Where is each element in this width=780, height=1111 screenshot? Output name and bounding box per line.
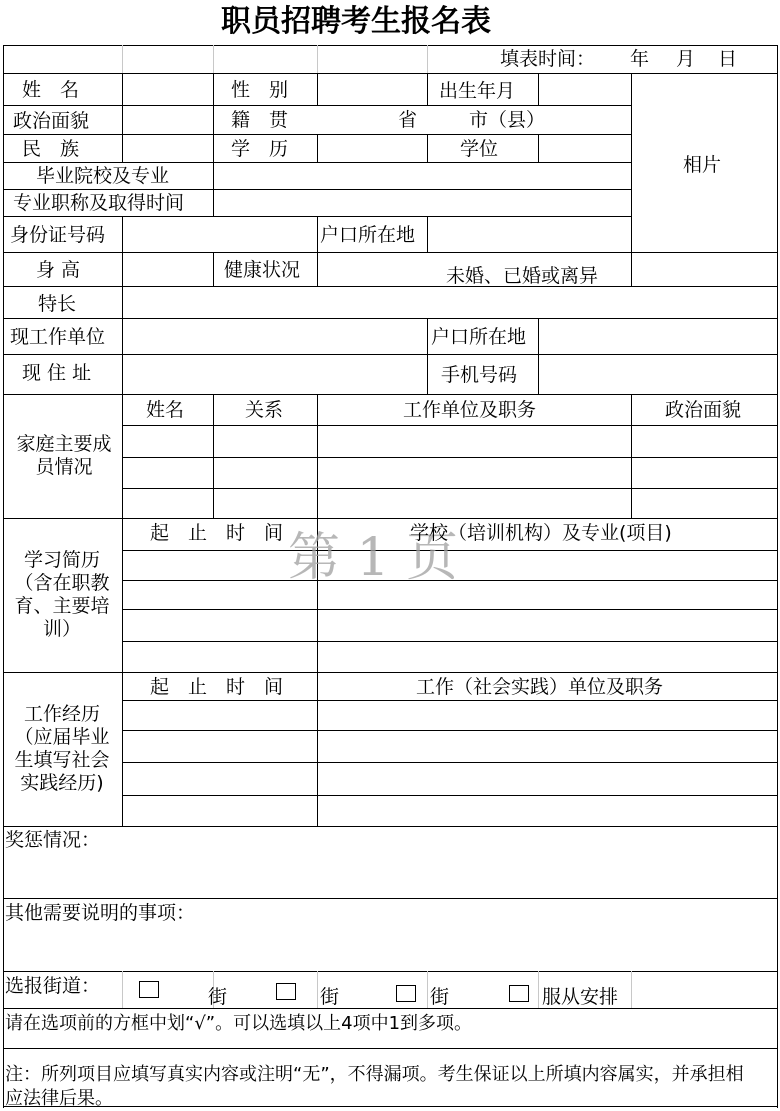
specialty-label: 特长 bbox=[38, 293, 77, 315]
photo-label: 相片 bbox=[683, 154, 722, 176]
work-header-employer: 工作（社会实践）单位及职务 bbox=[416, 676, 664, 698]
phone-label: 手机号码 bbox=[441, 364, 518, 386]
city-label: 市（县） bbox=[469, 109, 546, 131]
fill-date-label: 填表时间： bbox=[500, 48, 596, 70]
awards-label: 奖惩情况： bbox=[5, 829, 101, 851]
study-header-school: 学校（培训机构）及专业(项目) bbox=[410, 522, 672, 544]
work-header-period: 起 止 时 间 bbox=[150, 676, 284, 698]
form-title: 职员招聘考生报名表 bbox=[221, 4, 491, 39]
street-option-3-checkbox[interactable] bbox=[396, 985, 416, 1002]
birth-label: 出生年月 bbox=[439, 80, 516, 102]
other-label: 其他需要说明的事项： bbox=[5, 902, 196, 924]
street-option-1-label: 街 bbox=[208, 986, 228, 1008]
street-label: 选报街道： bbox=[5, 975, 101, 997]
address-label: 现 住 址 bbox=[22, 362, 92, 384]
province-label: 省 bbox=[398, 109, 418, 131]
marital-label: 未婚、已婚或离异 bbox=[446, 265, 599, 287]
street-option-2-label: 街 bbox=[320, 986, 340, 1008]
family-header-relation: 关系 bbox=[245, 399, 284, 421]
work-label: 工作经历（应届毕业生填写社会实践经历) bbox=[14, 703, 110, 794]
study-header-period: 起 止 时 间 bbox=[150, 522, 284, 544]
frame-top-line bbox=[3, 45, 778, 46]
ethnicity-label: 民 族 bbox=[22, 138, 80, 160]
employer-label: 现工作单位 bbox=[10, 326, 106, 348]
street-option-1-checkbox[interactable] bbox=[139, 981, 159, 998]
family-header-name: 姓名 bbox=[146, 399, 185, 421]
street-option-3-label: 街 bbox=[430, 986, 450, 1008]
family-header-political: 政治面貌 bbox=[665, 399, 742, 421]
title-time-label: 专业职称及取得时间 bbox=[13, 192, 185, 214]
id-number-label: 身份证号码 bbox=[10, 224, 106, 246]
health-label: 健康状况 bbox=[224, 259, 301, 281]
family-label: 家庭主要成员情况 bbox=[16, 433, 112, 478]
education-label: 学 历 bbox=[231, 138, 289, 160]
frame-left-line bbox=[3, 45, 4, 1108]
name-label: 姓 名 bbox=[22, 79, 80, 101]
street-instruction: 请在选项前的方框中划“√”。可以选填以上4项中1到多项。 bbox=[5, 1013, 473, 1034]
school-major-label: 毕业院校及专业 bbox=[36, 165, 170, 187]
native-label: 籍 贯 bbox=[231, 109, 289, 131]
page-watermark: 第 1 页 bbox=[288, 528, 459, 588]
street-option-4-checkbox[interactable] bbox=[509, 985, 529, 1002]
family-header-employer: 工作单位及职务 bbox=[403, 399, 537, 421]
fill-date-day: 日 bbox=[718, 48, 738, 70]
fill-date-year: 年 bbox=[630, 48, 650, 70]
declaration-note: 注：所列项目应填写真实内容或注明“无”，不得漏项。考生保证以上所填内容属实，并承担相应法律后果。 bbox=[5, 1064, 744, 1109]
street-option-2-checkbox[interactable] bbox=[276, 983, 296, 1000]
study-label: 学习简历（含在职教育、主要培训） bbox=[14, 549, 110, 640]
height-label: 身 高 bbox=[36, 259, 81, 281]
hukou2-label: 户口所在地 bbox=[431, 326, 527, 348]
street-option-4-label: 服从安排 bbox=[542, 986, 619, 1008]
gender-label: 性 别 bbox=[231, 79, 289, 101]
political-label: 政治面貌 bbox=[13, 110, 90, 132]
hukou-label: 户口所在地 bbox=[320, 224, 416, 246]
fill-date-month: 月 bbox=[676, 48, 696, 70]
frame-right-line bbox=[777, 45, 778, 1108]
degree-label: 学位 bbox=[460, 138, 499, 160]
